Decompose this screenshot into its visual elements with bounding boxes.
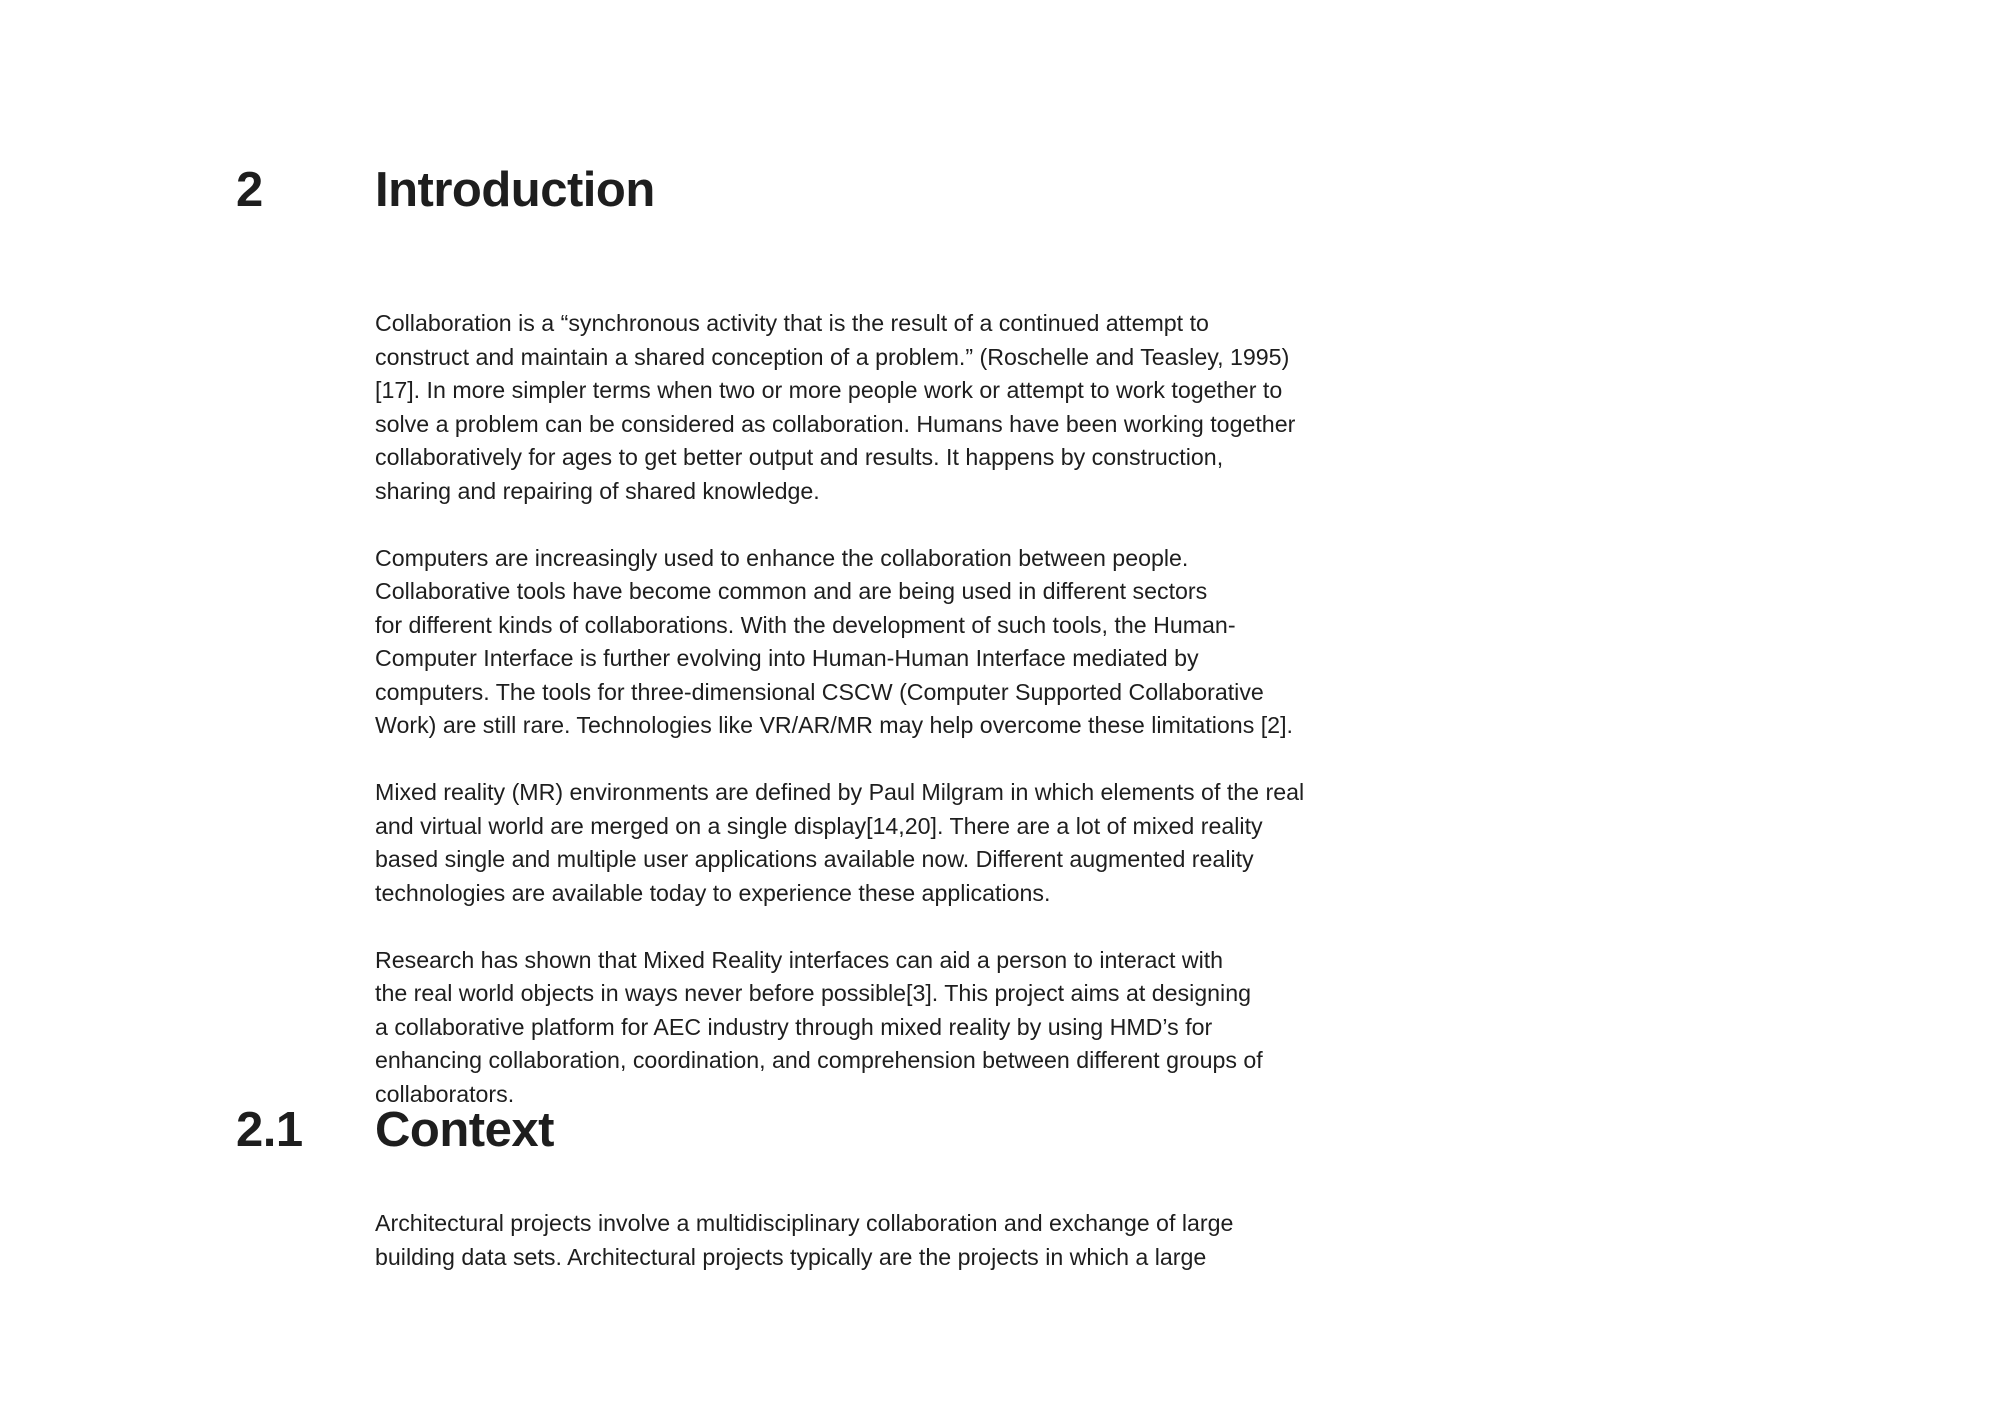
section-body (375, 1207, 1375, 1274)
paragraph (375, 776, 1375, 910)
text-line: for different kinds of collaborations. With the development of such tools, the Human- (375, 611, 1236, 638)
section-title: Context (375, 1103, 554, 1157)
section-number: 2.1 (236, 1103, 303, 1157)
paragraph (375, 542, 1375, 743)
section-body (375, 307, 1375, 1111)
text-line: Architectural projects involve a multidisciplinary collaboration and exchange of large (375, 1210, 1234, 1236)
text-line: computers. The tools for three-dimensional CSCW (Computer Supported Collaborative (375, 678, 1264, 705)
paragraph (375, 1207, 1375, 1274)
text-line: based single and multiple user applications available now. Different augmented reality (375, 846, 1254, 872)
text-line: Work) are still rare. Technologies like VR/AR/MR may help overcome these limitations [2]. (375, 712, 1293, 738)
text-line: technologies are available today to experience these applications. (375, 879, 1051, 906)
text-line: collaboratively for ages to get better output and results. It happens by construction, (375, 444, 1224, 470)
text-line: sharing and repairing of shared knowledge. (375, 477, 820, 504)
text-line: enhancing collaboration, coordination, and comprehension between different groups of (375, 1047, 1263, 1073)
text-line: Computer Interface is further evolving into Human-Human Interface mediated by (375, 645, 1199, 671)
section-introduction (236, 160, 1386, 1145)
text-line: Collaboration is a “synchronous activity that is the result of a continued attempt to (375, 310, 1209, 336)
text-line: Computers are increasingly used to enhance the collaboration between people. (375, 544, 1189, 571)
text-line: a collaborative platform for AEC industry through mixed reality by using HMD’s for (375, 1013, 1213, 1040)
section-heading (236, 1100, 1386, 1160)
text-line: solve a problem can be considered as collaboration. Humans have been working together (375, 410, 1296, 437)
text-line: building data sets. Architectural projects typically are the projects in which a large (375, 1243, 1207, 1270)
paragraph (375, 944, 1375, 1112)
section-title: Introduction (375, 163, 655, 217)
text-line: construct and maintain a shared conception of a problem.” (Roschelle and Teasley, 1995) (375, 343, 1290, 370)
text-line: collaborators. (375, 1080, 515, 1107)
text-line: Mixed reality (MR) environments are defined by Paul Milgram in which elements of the real (375, 779, 1305, 805)
paragraph (375, 307, 1375, 508)
text-line: Collaborative tools have become common and are being used in different sectors (375, 578, 1208, 604)
section-number: 2 (236, 163, 263, 217)
text-line: the real world objects in ways never before possible[3]. This project aims at designing (375, 980, 1251, 1006)
text-line: [17]. In more simpler terms when two or more people work or attempt to work together to (375, 377, 1283, 403)
section-context (236, 1100, 1386, 1308)
section-heading (236, 160, 1386, 220)
text-line: and virtual world are merged on a single display[14,20]. There are a lot of mixed reality (375, 812, 1263, 839)
text-line: Research has shown that Mixed Reality interfaces can aid a person to interact with (375, 946, 1224, 973)
